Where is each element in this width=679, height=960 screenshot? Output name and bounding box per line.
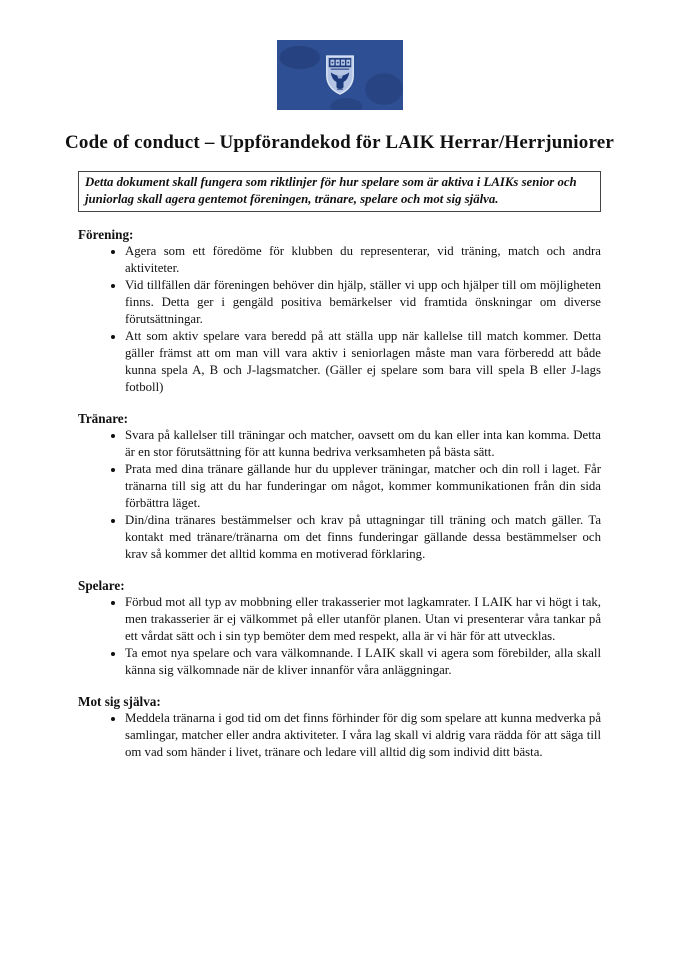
section-heading: Spelare: — [78, 578, 125, 593]
section-heading: Förening: — [78, 227, 134, 242]
section-heading: Tränare: — [78, 411, 129, 426]
bullet-item: • Ta emot nya spelare och vara välkomnande. I LAIK skall vi agera som förebilder, alla skall känna sig välkomnade när de kliver innanför våra anläggningar. — [125, 645, 601, 679]
bullet-item: • Vid tillfällen där föreningen behöver din hjälp, ställer vi upp och hjälper till om möjligheten finns. Detta ger i gengäld positiva bemärkelser vid framtida önskningar om diverse förutsättningar. — [125, 277, 601, 328]
bullet-item: • Din/dina tränares bestämmelser och krav på uttagningar till träning och match gäller. Ta kontakt med tränare/tränarna om det finns funderingar gällande dessa bestämmelser och krav så kommer det alltid komma en motiverad förklaring. — [125, 512, 601, 563]
bullet-item: • Att som aktiv spelare vara beredd på att ställa upp när kallelse till match kommer. Detta gäller främst att om man vill vara aktiv i seniorlagen måste man vara förberedd att både kunna spela A, B och J-lagsmatcher. (Gäller ej spelare som bara vill spela B eller J-lags fotboll) — [125, 328, 601, 396]
bullet-item: • Agera som ett föredöme för klubben du representerar, vid träning, match och andra aktiviteter. — [125, 243, 601, 277]
bullet-list — [78, 427, 601, 563]
bullet-item: • Meddela tränarna i god tid om det finns förhinder för dig som spelare att kunna medverka på samlingar, matcher eller andra aktiviteter. I våra lag skall vi aldrig vara rädda för att säga till om vad som händer i livet, tränare och ledare vill alltid dig som individ ditt bästa. — [125, 710, 601, 761]
document-title: Code of conduct – Uppförandekod för LAIK Herrar/Herrjuniorer — [64, 132, 615, 153]
intro-box — [78, 171, 601, 212]
intro-text: Detta dokument skall fungera som riktlinjer för hur spelare som är aktiva i LAIKs senior och juniorlag skall agera gentemot föreningen, tränare, spelare och mot sig själva. — [85, 175, 577, 206]
bullet-list — [78, 594, 601, 679]
section-heading: Mot sig själva: — [78, 694, 161, 709]
bullet-list — [78, 710, 601, 761]
bullet-item: • Svara på kallelser till träningar och matcher, oavsett om du kan eller inta kan komma. Detta är en stor förutsättning för att kunna bedriva verksamheten på bästa sätt. — [125, 427, 601, 461]
document-section — [78, 693, 601, 761]
sections-container — [78, 226, 601, 761]
bullet-item: • Prata med dina tränare gällande hur du upplever träningar, matcher och din roll i laget. Får tränarna till sig att du har funderingar om något, kommer kommunikationen från din sida förbättra läget. — [125, 461, 601, 512]
document-section — [78, 226, 601, 396]
club-logo-banner — [277, 40, 403, 110]
bullet-item: • Förbud mot all typ av mobbning eller trakasserier mot lagkamrater. I LAIK har vi högt i tak, men trakasserier är ej välkommet på eller utanför planen. Utan vi presenterar våra tankar på ett vårdat sätt och i sin typ bemöter dem med respekt, alla är vi här för att utvecklas. — [125, 594, 601, 645]
document-section — [78, 410, 601, 563]
bullet-list — [78, 243, 601, 396]
document-section — [78, 577, 601, 679]
laik-club-crest-icon — [325, 54, 355, 96]
